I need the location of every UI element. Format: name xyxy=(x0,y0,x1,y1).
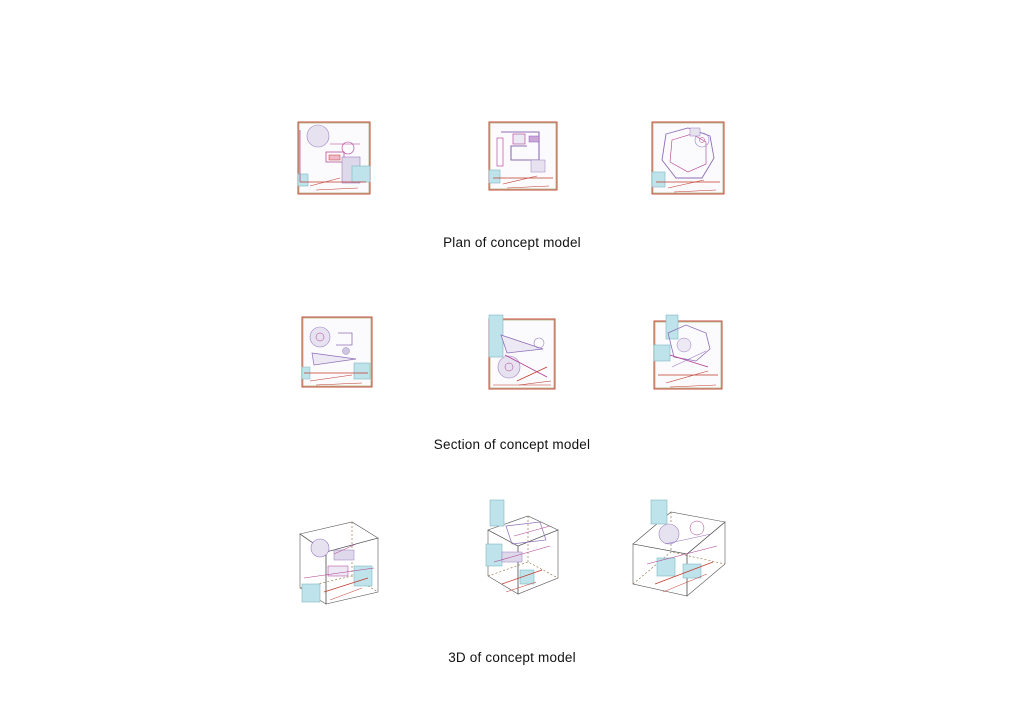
three-d-caption-text: 3D of concept model xyxy=(448,650,576,665)
three-d-thumbnail-2[interactable] xyxy=(480,500,576,608)
plan-caption xyxy=(0,235,1024,250)
section-row xyxy=(0,315,1024,475)
plan-diagram-1 xyxy=(296,120,372,196)
plan-thumbnails xyxy=(0,120,1024,220)
plan-thumbnail-3[interactable] xyxy=(648,120,728,196)
section-diagram-2 xyxy=(487,315,559,393)
three-d-caption xyxy=(0,650,1024,665)
three-d-diagram-2 xyxy=(480,500,576,608)
three-d-thumbnail-3[interactable] xyxy=(625,500,735,608)
three-d-row xyxy=(0,500,1024,675)
section-thumbnail-1[interactable] xyxy=(300,315,376,391)
section-diagram-1 xyxy=(300,315,376,391)
section-caption-text: Section of concept model xyxy=(433,437,591,452)
three-d-thumbnails xyxy=(0,500,1024,600)
plan-diagram-2 xyxy=(487,120,559,192)
plan-diagram-3 xyxy=(648,120,728,196)
plan-thumbnail-1[interactable] xyxy=(296,120,372,196)
section-caption xyxy=(0,437,1024,452)
section-thumbnails xyxy=(0,315,1024,415)
three-d-diagram-1 xyxy=(290,500,386,610)
section-thumbnail-2[interactable] xyxy=(487,315,559,393)
plan-caption-text: Plan of concept model xyxy=(443,235,581,250)
section-diagram-3 xyxy=(650,315,726,395)
plan-thumbnail-2[interactable] xyxy=(487,120,559,192)
section-thumbnail-3[interactable] xyxy=(650,315,726,395)
three-d-diagram-3 xyxy=(625,500,735,608)
three-d-thumbnail-1[interactable] xyxy=(290,500,386,610)
plan-row xyxy=(0,120,1024,280)
